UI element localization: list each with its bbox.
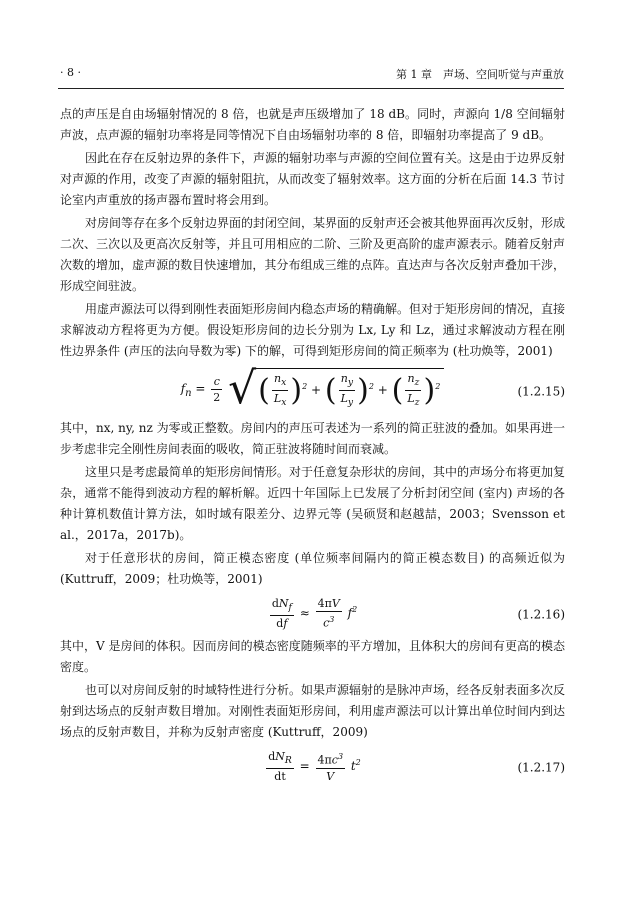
header-rule [58, 88, 564, 89]
equation-number: (1.2.16) [517, 607, 565, 622]
paragraph-2: 因此在存在反射边界的条件下，声源的辐射功率与声源的空间位置有关。这是由于边界反射对声源的作用，改变了声源的辐射阻抗，从而改变了辐射效率。这方面的分析在后面 14.3 节讨论室内声重放的扬声器布置时将会用到。 [60, 151, 566, 207]
paragraph-6: 这里只是考虑最简单的矩形房间情形。对于任意复杂形状的房间，其中的声场分布将更加复杂，通常不能得到波动方程的解析解。近四十年国际上已发展了分析封闭空间 (室内) 声场的各种计算机数值计算方法，如时域有限差分、边界元等 (吴硕贤和赵越喆，2003；Svensson et al.，2017a，2017b)。 [60, 465, 566, 542]
page-number: · 8 · [60, 66, 81, 79]
equation-number: (1.2.17) [517, 760, 565, 775]
paragraph-8: 其中，V 是房间的体积。因而房间的模态密度随频率的平方增加，且体积大的房间有更高的模态密度。 [60, 639, 565, 674]
equation-1-2-17: $\frac{dN_R}{dt}$ = $\frac{4\pi c^3}{V}$ $t^2$ (1.2.17) [268, 750, 565, 784]
paragraph-4: 用虚声源法可以得到刚性表面矩形房间内稳态声场的精确解。但对于矩形房间的情况，直接求解波动方程将更为方便。假设矩形房间的边长分别为 Lx, Ly 和 Lz，通过求解波动方程在刚性边界条件 (声压的法向导数为零) 下的解，可得到矩形房间的简正频率为 (杜功焕等，2001) [60, 302, 566, 358]
running-header: 第 1 章 声场、空间听觉与声重放 [396, 68, 564, 81]
paragraph-9: 也可以对房间反射的时域特性进行分析。如果声源辐射的是脉冲声场，经各反射表面多次反射到达场点的反射声数目增加。对刚性表面矩形房间，利用虚声源法可以计算出单位时间内到达场点的反射声数目，并称为反射声密度 (Kuttruff，2009) [60, 683, 566, 739]
paragraph-5: 其中，nx, ny, nz 为零或正整数。房间内的声压可表述为一系列的简正驻波的叠加。如果再进一步考虑非完全刚性房间表面的吸收，简正驻波将随时间而衰减。 [60, 421, 565, 456]
paragraph-3: 对房间等存在多个反射边界面的封闭空间，某界面的反射声还会被其他界面再次反射，形成二次、三次以及更高次反射等，并且可用相应的二阶、三阶及更高阶的虚声源表示。随着反射声次数的增加，虚声源的数目快速增加，其分布组成三维的点阵。直达声与各次反射声叠加干涉，形成空间驻波。 [60, 216, 566, 293]
main-text [60, 104, 565, 789]
paragraph-7: 对于任意形状的房间，简正模态密度 (单位频率间隔内的简正模态数目) 的高频近似为 (Kuttruff，2009；杜功焕等，2001) [60, 551, 565, 586]
paragraph-1: 点的声压是自由场辐射情况的 8 倍，也就是声压级增加了 18 dB。同时，声源向 1/8 空间辐射声波，点声源的辐射功率将是同等情况下自由场辐射功率的 8 倍，即辐射功率提高了 9 dB。 [60, 107, 565, 142]
equation-number: (1.2.15) [517, 384, 565, 399]
equation-1-2-15: $f_n$ = $\frac{c}{2}$ √( $\frac{n_x}{L_x}$ )$^2$ + ( $\frac{n_y}{L_y}$ )$^2$ + ( $\frac{n_z}{L_z}$ )$^2$ (1.2.15) [180, 363, 565, 415]
equation-1-2-16: $\frac{dN_f}{df}$ ≈ $\frac{4\pi V}{c^3}$ $f^2$ (1.2.16) [271, 597, 565, 631]
